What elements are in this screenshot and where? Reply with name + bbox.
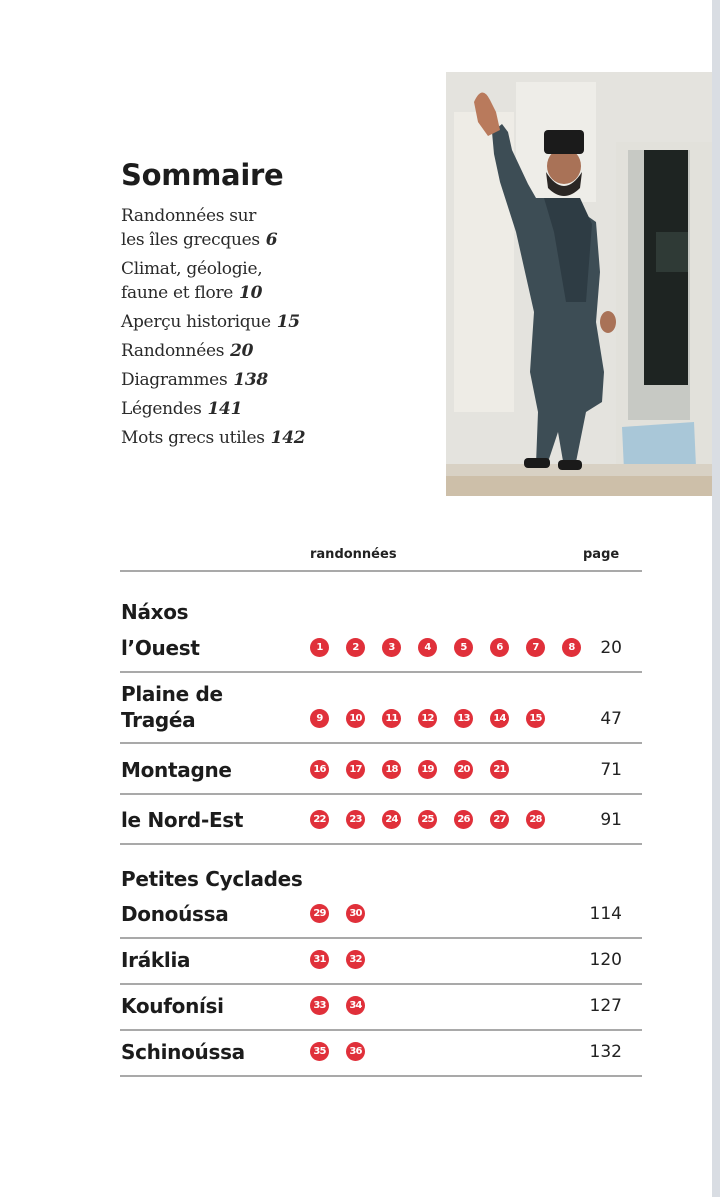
walk-number-badge: 30: [346, 904, 365, 923]
walk-number-badge: 16: [310, 760, 329, 779]
row-page: 20: [600, 638, 622, 658]
row-divider: [120, 983, 642, 985]
walk-number-badge: 23: [346, 810, 365, 829]
row-name: Schinoússa: [121, 1040, 245, 1064]
row-name: Montagne: [121, 758, 232, 782]
walk-number-badge: 5: [454, 638, 473, 657]
walk-number-badge: 26: [454, 810, 473, 829]
row-divider: [120, 793, 642, 795]
walk-number-badge: 32: [346, 950, 365, 969]
page-edge: [712, 0, 720, 1197]
walk-number-badge: 4: [418, 638, 437, 657]
walk-number-badge: 29: [310, 904, 329, 923]
region-heading: Petites Cyclades: [121, 867, 303, 891]
walk-number-badge: 8: [562, 638, 581, 657]
walk-number-badge: 27: [490, 810, 509, 829]
contents-item-page: 15: [276, 312, 300, 332]
walk-number-badge: 18: [382, 760, 401, 779]
walk-number-badge: 13: [454, 709, 473, 728]
page-title: Sommaire: [121, 158, 284, 192]
walk-number-badge: 17: [346, 760, 365, 779]
row-divider: [120, 843, 642, 845]
row-name: Donoússa: [121, 902, 229, 926]
contents-item-label: Randonnées sur: [121, 206, 257, 226]
contents-item: [121, 310, 305, 334]
contents-item-label: Aperçu historique: [121, 312, 271, 332]
walk-number-badge: 1: [310, 638, 329, 657]
column-header-walks: randonnées: [310, 547, 397, 562]
walk-number-badge: 14: [490, 709, 509, 728]
row-name: Koufonísi: [121, 994, 224, 1018]
walk-number-badge: 6: [490, 638, 509, 657]
walk-number-badge: 20: [454, 760, 473, 779]
walk-number-badge: 2: [346, 638, 365, 657]
row-divider: [120, 1075, 642, 1077]
walk-number-badge: 12: [418, 709, 437, 728]
contents-item: [121, 426, 305, 450]
row-page: 127: [589, 996, 622, 1016]
contents-item-page: 138: [233, 370, 268, 390]
row-divider: [120, 1029, 642, 1031]
region-heading: Náxos: [121, 600, 189, 624]
walk-number-badge: 31: [310, 950, 329, 969]
walk-number-badge: 25: [418, 810, 437, 829]
walk-number-badge: 9: [310, 709, 329, 728]
walk-number-badge: 28: [526, 810, 545, 829]
contents-item-label: Mots grecs utiles: [121, 428, 265, 448]
contents-item-page: 10: [239, 283, 263, 303]
walk-number-badge: 34: [346, 996, 365, 1015]
contents-item: [121, 368, 305, 392]
row-page: 132: [589, 1042, 622, 1062]
walk-number-badge: 22: [310, 810, 329, 829]
header-divider: [120, 570, 642, 572]
contents-item-label: Randonnées: [121, 341, 225, 361]
row-name: Iráklia: [121, 948, 191, 972]
row-divider: [120, 742, 642, 744]
walk-number-badge: 3: [382, 638, 401, 657]
row-page: 120: [589, 950, 622, 970]
walk-number-badge: 15: [526, 709, 545, 728]
row-divider: [120, 671, 642, 673]
contents-item: [121, 204, 305, 252]
contents-item: [121, 397, 305, 421]
walk-number-badge: 11: [382, 709, 401, 728]
contents-item-page: 142: [270, 428, 306, 448]
contents-item-page: 20: [230, 341, 254, 361]
walk-number-badge: 19: [418, 760, 437, 779]
contents-item-label: Diagrammes: [121, 370, 228, 390]
row-page: 71: [600, 760, 622, 780]
contents-item-label-2: faune et flore: [121, 283, 234, 303]
walk-number-badge: 33: [310, 996, 329, 1015]
walk-number-badge: 7: [526, 638, 545, 657]
row-divider: [120, 937, 642, 939]
row-page: 91: [600, 810, 622, 830]
contents-item-page: 141: [207, 399, 243, 419]
contents-item-page: 6: [265, 230, 278, 250]
contents-item-label: Légendes: [121, 399, 202, 419]
row-page: 114: [589, 904, 622, 924]
row-name: le Nord-Est: [121, 808, 244, 832]
walk-number-badge: 10: [346, 709, 365, 728]
contents-item: [121, 339, 305, 363]
row-page: 47: [600, 709, 622, 729]
row-name: l’Ouest: [121, 636, 200, 660]
walk-number-badge: 35: [310, 1042, 329, 1061]
walk-number-badge: 21: [490, 760, 509, 779]
contents-item-label: Climat, géologie,: [121, 259, 263, 279]
walk-number-badge: 24: [382, 810, 401, 829]
photo-monk-waving: [446, 72, 712, 496]
contents-list: [121, 204, 305, 455]
contents-item: [121, 257, 305, 305]
row-name: Plaine de Tragéa: [121, 682, 223, 732]
column-header-page: page: [583, 547, 620, 562]
contents-item-label-2: les îles grecques: [121, 230, 260, 250]
walk-number-badge: 36: [346, 1042, 365, 1061]
